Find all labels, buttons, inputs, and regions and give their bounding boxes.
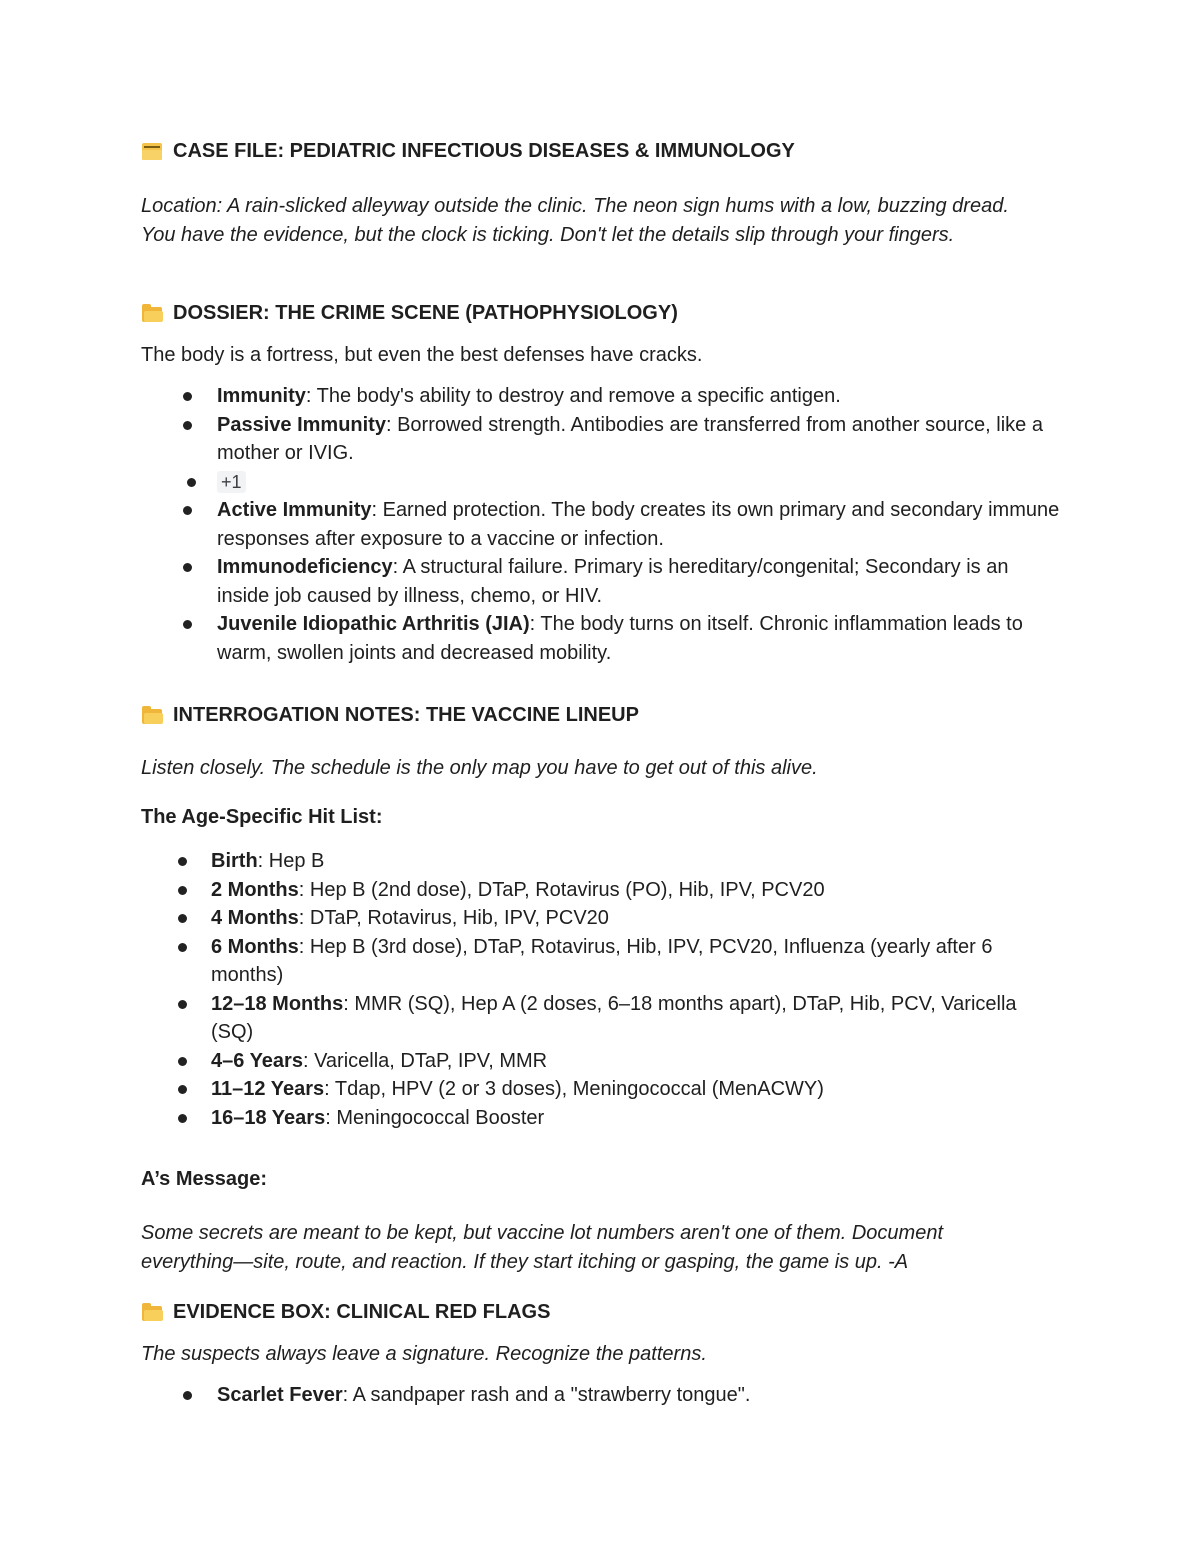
vaccine-schedule-list (211, 847, 1062, 1132)
list-item (217, 553, 1062, 610)
message-title: A’s Message: (141, 1168, 267, 1190)
age: 16–18 Years (211, 1106, 326, 1129)
vaccines: : Hep B (3rd dose), DTaP, Rotavirus, Hib, IPV, PCV20, Influenza (yearly after 6 months) (211, 935, 993, 986)
list-item (211, 990, 1062, 1047)
vaccines: : Meningococcal Booster (325, 1106, 545, 1129)
list-item (211, 1104, 1062, 1133)
bullet-icon (178, 1000, 187, 1009)
age: 4 Months (211, 907, 299, 929)
vaccines: : Hep B (2nd dose), DTaP, Rotavirus (PO), Hib, IPV, PCV20 (298, 878, 825, 901)
term: Scarlet Fever (217, 1384, 343, 1406)
dossier-intro: The body is a fortress, but even the best defenses have cracks. (141, 344, 703, 366)
age: 4–6 Years (211, 1049, 303, 1072)
list-item (211, 933, 1062, 990)
interrogation-intro: Listen closely. The schedule is the only map you have to get out of this alive. (141, 757, 818, 779)
bullet-icon (178, 857, 187, 866)
case-file-title: CASE FILE: PEDIATRIC INFECTIOUS DISEASES & IMMUNOLOGY (173, 140, 795, 162)
age: Birth (211, 850, 258, 872)
bullet-icon (178, 886, 187, 895)
folder-icon (141, 304, 165, 324)
message-paragraph: Some secrets are meant to be kept, but vaccine lot numbers aren't one of them. Document everything—site, route, and reaction. If they start itching or gasping, the game is up. -A (141, 1222, 944, 1273)
definition: : Earned protection. The body creates its own primary and secondary immune responses after exposure to a vaccine or infection. (217, 499, 1060, 550)
dossier-title: DOSSIER: THE CRIME SCENE (PATHOPHYSIOLOGY) (173, 302, 678, 324)
bullet-icon (187, 478, 196, 487)
list-item (217, 411, 1062, 468)
location-paragraph: Location: A rain-slicked alleyway outside the clinic. The neon sign hums with a low, buzzing dread. You have the evidence, but the clock is ticking. Don't let the details slip through your fingers. (141, 195, 1009, 246)
evidence-list (217, 1381, 1062, 1410)
definition: : The body turns on itself. Chronic inflammation leads to warm, swollen joints and decreased mobility. (217, 613, 1023, 664)
bullet-icon (183, 421, 192, 430)
list-item (217, 1381, 1062, 1410)
bullet-icon (183, 563, 192, 572)
bullet-icon (183, 506, 192, 515)
dossier-list (217, 382, 1062, 667)
term: Immunodeficiency (217, 556, 393, 578)
definition: : Borrowed strength. Antibodies are transferred from another source, like a mother or IVIG. (217, 413, 1043, 464)
list-item (211, 904, 1062, 933)
bullet-icon (178, 1114, 187, 1123)
vaccines: : MMR (SQ), Hep A (2 doses, 6–18 months apart), DTaP, Hib, PCV, Varicella (SQ) (211, 992, 1017, 1043)
list-item (211, 1047, 1062, 1076)
bullet-icon (178, 914, 187, 923)
bullet-icon (183, 1391, 192, 1400)
list-item (217, 496, 1062, 553)
definition: : A sandpaper rash and a "strawberry tongue". (342, 1384, 751, 1406)
list-item (211, 876, 1062, 905)
age: 12–18 Months (211, 992, 344, 1015)
term: Passive Immunity (217, 413, 386, 436)
folder-icon (141, 1303, 165, 1323)
bullet-icon (183, 392, 192, 401)
interrogation-title: INTERROGATION NOTES: THE VACCINE LINEUP (173, 704, 639, 726)
vaccines: : Hep B (257, 850, 325, 872)
case-file-heading (141, 140, 795, 163)
term: Active Immunity (217, 499, 372, 521)
bullet-icon (183, 620, 192, 629)
evidence-title: EVIDENCE BOX: CLINICAL RED FLAGS (173, 1301, 551, 1323)
hit-list-title: The Age-Specific Hit List: (141, 806, 383, 828)
vaccines: : Varicella, DTaP, IPV, MMR (302, 1049, 548, 1072)
folder-icon (141, 706, 165, 726)
evidence-intro: The suspects always leave a signature. Recognize the patterns. (141, 1343, 707, 1365)
bullet-icon (178, 1085, 187, 1094)
bullet-icon (178, 1057, 187, 1066)
list-item (211, 847, 1062, 876)
definition: : A structural failure. Primary is hereditary/congenital; Secondary is an inside job caused by illness, chemo, or HIV. (217, 556, 1009, 607)
term: Juvenile Idiopathic Arthritis (JIA) (217, 613, 530, 635)
list-item (217, 610, 1062, 667)
vaccines: : DTaP, Rotavirus, Hib, IPV, PCV20 (298, 907, 609, 929)
list-item (211, 1075, 1062, 1104)
dossier-heading (141, 302, 678, 325)
term: Immunity (217, 385, 306, 407)
list-item (217, 382, 1062, 411)
bullet-icon (178, 943, 187, 952)
age: 6 Months (211, 935, 299, 958)
vaccines: : Tdap, HPV (2 or 3 doses), Meningococcal (MenACWY) (324, 1078, 824, 1100)
evidence-heading (141, 1301, 550, 1324)
age: 11–12 Years (211, 1078, 325, 1100)
card-index-dividers-icon (141, 142, 165, 162)
interrogation-heading (141, 704, 639, 727)
list-item (217, 468, 1062, 497)
definition: : The body's ability to destroy and remove a specific antigen. (305, 385, 841, 407)
age: 2 Months (211, 878, 299, 901)
plus-one-badge[interactable]: +1 (217, 471, 246, 493)
